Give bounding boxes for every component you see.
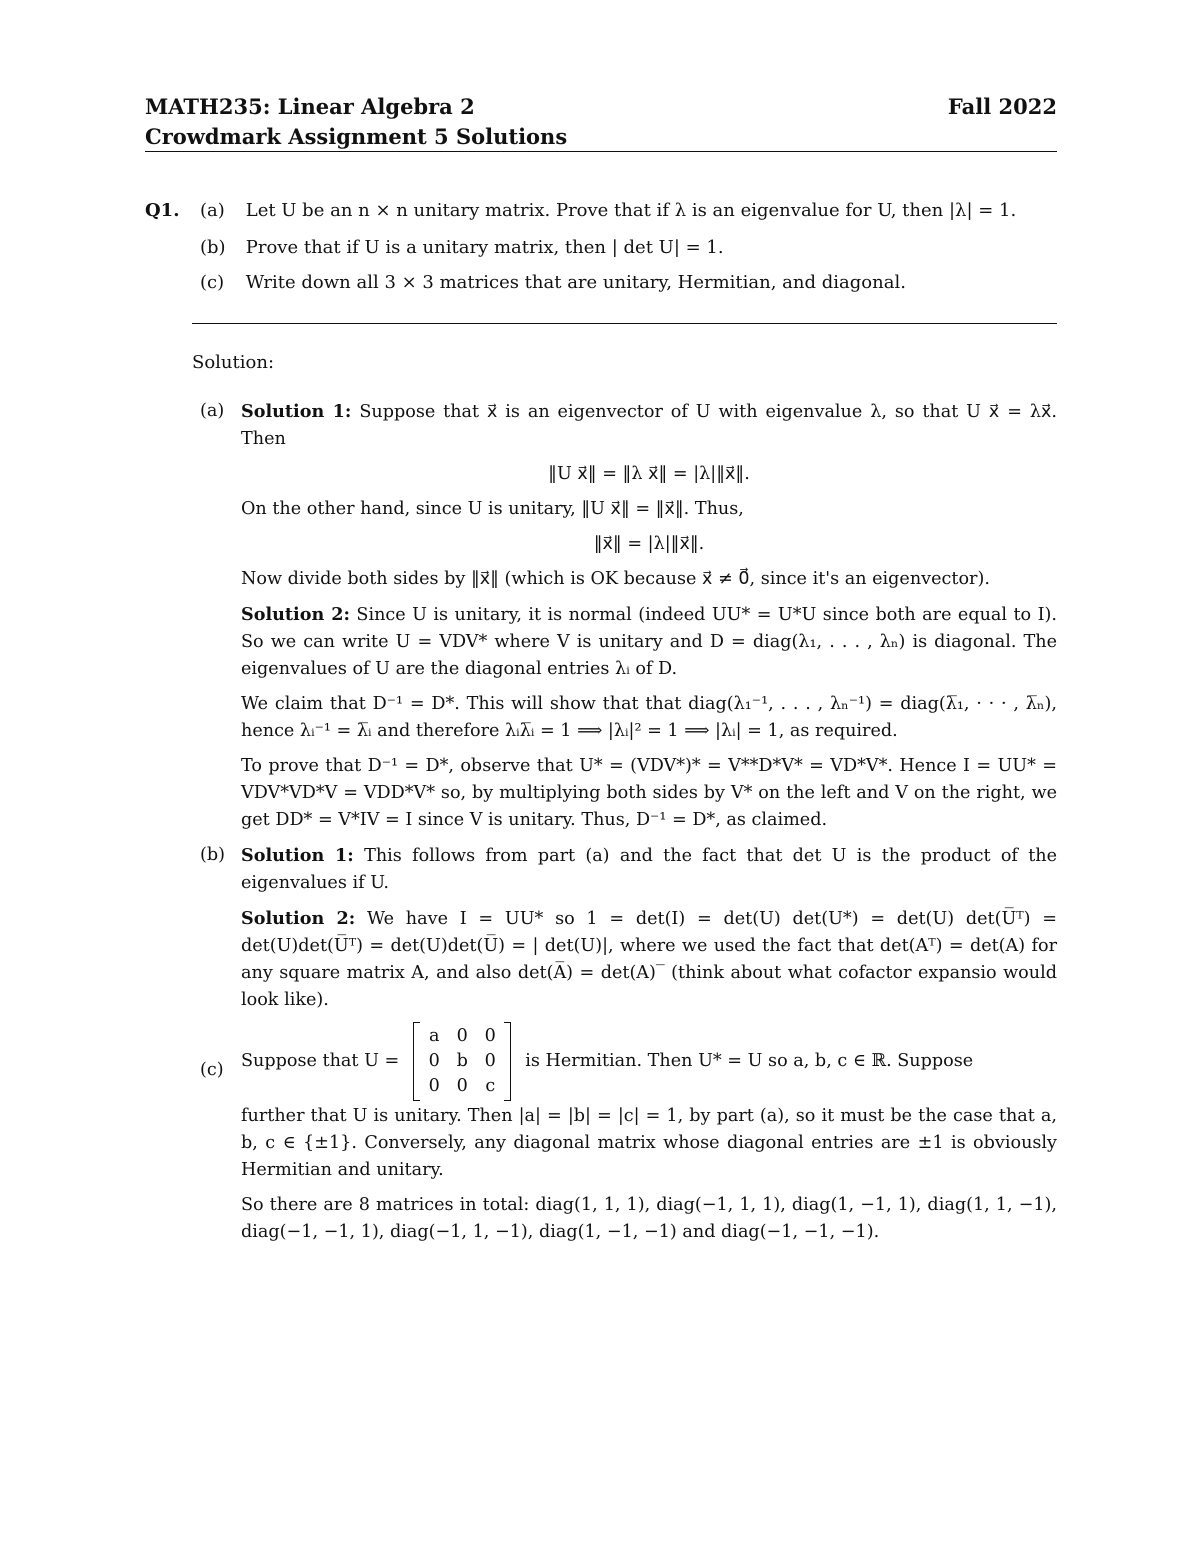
solution-body: [200, 398, 1057, 1254]
paragraph: [241, 905, 1057, 1014]
solution-heading: Solution 1:: [241, 845, 354, 866]
part-text: Let U be an n × n unitary matrix. Prove that if λ is an eigenvalue for U, then |λ| = 1.: [245, 200, 1017, 221]
paragraph: [241, 398, 1057, 453]
question-part-a: [200, 200, 1016, 221]
solution-part-a: [200, 398, 1057, 834]
part-text: Prove that if U is a unitary matrix, then | det U| = 1.: [245, 237, 724, 258]
matrix-entry: 0: [484, 1051, 496, 1071]
part-label: (b): [200, 845, 225, 865]
part-label: (a): [200, 401, 225, 421]
question-label: Q1.: [145, 200, 180, 221]
paragraph: [241, 842, 1057, 897]
diagonal-matrix: [413, 1022, 511, 1101]
question-part-c: [200, 272, 906, 293]
part-label: (c): [200, 272, 225, 293]
paragraph-text: This follows from part (a) and the fact that det U is the product of the eigenvalues if U.: [241, 846, 1058, 893]
term-label: Fall 2022: [947, 94, 1057, 119]
paragraph: We claim that D⁻¹ = D*. This will show that that diag(λ₁⁻¹, . . . , λₙ⁻¹) = diag(λ̅₁, · · · , λ̅ₙ), hence λᵢ⁻¹ = λ̅ᵢ and therefore λᵢλ̅ᵢ = 1 ⟹ |λᵢ|² = 1 ⟹ |λᵢ| = 1, as required.: [241, 694, 1057, 741]
paragraph: further that U is unitary. Then |a| = |b| = |c| = 1, by part (a), so it must be the case that a, b, c ∈ {±1}. Conversely, any diagonal matrix whose diagonal entries are ±1 is obviously Hermitian and unitary.: [241, 1106, 1057, 1180]
paragraph: On the other hand, since U is unitary, ‖U x⃗‖ = ‖x⃗‖. Thus,: [241, 499, 744, 519]
paragraph-text: Suppose that x⃗ is an eigenvector of U with eigenvalue λ, so that U x⃗ = λx⃗. Then: [241, 402, 1057, 449]
question-divider: [192, 323, 1057, 324]
solution-heading: Solution 2:: [241, 604, 350, 625]
course-title: MATH235: Linear Algebra 2: [145, 94, 475, 119]
matrix-trail-text: is Hermitian. Then U* = U so a, b, c ∈ ℝ. Suppose: [525, 1051, 974, 1071]
header-divider: [145, 151, 1057, 152]
part-label: (a): [200, 200, 225, 221]
matrix-entry: 0: [428, 1051, 440, 1071]
assignment-subtitle: Crowdmark Assignment 5 Solutions: [145, 124, 568, 149]
matrix-lead-text: Suppose that U =: [241, 1051, 400, 1071]
matrix-entry: 0: [484, 1026, 496, 1046]
matrix-entry: c: [485, 1076, 496, 1096]
paragraph: So there are 8 matrices in total: diag(1, 1, 1), diag(−1, 1, 1), diag(1, −1, 1), diag(1, 1, −1), diag(−1, −1, 1), diag(−1, 1, −1), diag(1, −1, −1) and diag(−1, −1, −1).: [241, 1195, 1057, 1242]
matrix-equation: [241, 1022, 1057, 1101]
solution-heading: Solution 1:: [241, 401, 352, 422]
paragraph: To prove that D⁻¹ = D*, observe that U* = (VDV*)* = V**D*V* = VD*V*. Hence I = UU* = VDV*VD*V = VDD*V* so, by multiplying both sides by V* on the left and V on the right, we get DD* = V*IV = I since V is unitary. Thus, D⁻¹ = D*, as claimed.: [241, 756, 1057, 830]
solution-part-c: [200, 1022, 1057, 1246]
matrix-entry: 0: [456, 1076, 468, 1096]
document-header: [145, 92, 1057, 152]
part-label: (c): [200, 1060, 224, 1080]
paragraph: Now divide both sides by ‖x⃗‖ (which is OK because x⃗ ≠ 0⃗, since it's an eigenvector).: [241, 569, 990, 589]
paragraph-text: We have I = UU* so 1 = det(I) = det(U) det(U*) = det(U) det(U̅ᵀ) = det(U)det(U̅ᵀ) = det(U)det(U̅) = | det(U)|, where we used the fact that det(Aᵀ) = det(A) for any square matrix A, and also det(A̅) = det(A)‾ (think about what cofactor expansio would look like).: [241, 909, 1058, 1010]
paragraph: [241, 601, 1057, 683]
display-equation: ‖x⃗‖ = |λ|‖x⃗‖.: [593, 534, 705, 554]
part-label: (b): [200, 237, 226, 258]
part-text: Write down all 3 × 3 matrices that are unitary, Hermitian, and diagonal.: [245, 272, 906, 293]
matrix-entry: b: [456, 1051, 468, 1071]
solution-part-b: [200, 842, 1057, 1014]
matrix-entry: 0: [456, 1026, 468, 1046]
question-part-b: [200, 237, 724, 258]
solution-heading: Solution 2:: [241, 908, 356, 929]
matrix-entry: a: [429, 1026, 440, 1046]
display-equation: ‖U x⃗‖ = ‖λ x⃗‖ = |λ|‖x⃗‖.: [548, 464, 750, 484]
matrix-entry: 0: [428, 1076, 440, 1096]
paragraph-text: Since U is unitary, it is normal (indeed UU* = U*U since both are equal to I). So we can write U = VDV* where V is unitary and D = diag(λ₁, . . . , λₙ) is diagonal. The eigenvalues of U are the diagonal entries λᵢ of D.: [241, 605, 1057, 679]
solution-title: Solution:: [192, 352, 275, 373]
